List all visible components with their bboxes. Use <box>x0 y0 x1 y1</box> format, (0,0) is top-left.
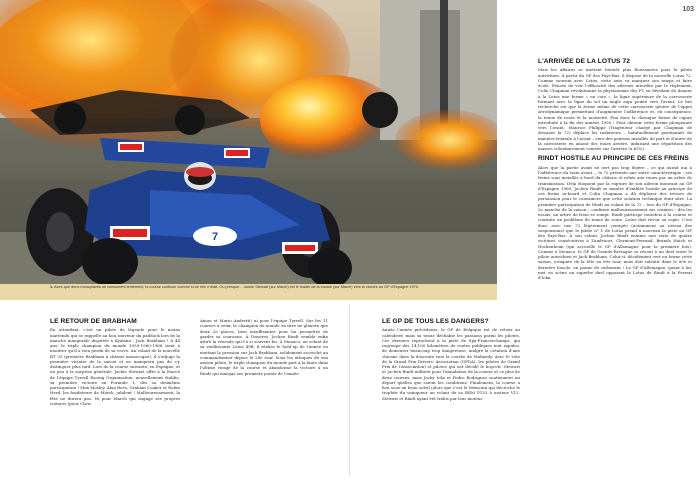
body-lotus: Mais les affaires se mettent bientôt plus florissantes pour le pilote autrichien. À partir du GP des Pays-Bas, il dispose de la nouvelle Lotus 72. Comme souvent avec Lotus, cette auto va marquer son temps et faire école. Pensée de voir l'efficacité des ailerons interdite par le règlement, Colin Chapman révolutionne la physionomie des F1 en décidant de donner à la Lotus une forme « en coin », la ligne supérieure de la carrosserie formant avec la ligne du sol un angle aigu pointé vers l'avant. Le but recherché est que la forme même de cette carrosserie génère de l'appui aérodynamique permettant d'augmenter l'adhérence et, en conséquence, la tenue de route et la motricité. Fini donc la classique forme de cigare introduite à la fin des années 1950 ! Pour obtenir cette forme plongeante vers l'avant, Maurice Philippe (l'ingénieur chargé par Chapman de dessiner la 72) déplace les radiateurs – habituellement positionnés de manière frontale à l'avant – vers des pontons installés de part et d'autre de la carrosserie en amont des roues arrière, induisant une répartition des masses volontairement centrée sur l'arrière (à 65%). <box>538 67 692 152</box>
heading-rindt: RINDT HOSTILE AU PRINCIPE DE CES FREINS <box>538 155 689 163</box>
photo-caption <box>50 285 490 290</box>
heading-gp: LE GP DE TOUS LES DANGERS? <box>382 318 489 325</box>
race-photo <box>0 0 497 298</box>
heading-brabham: LE RETOUR DE BRABHAM <box>50 318 137 325</box>
column-brabham-cont <box>200 318 328 376</box>
column-right-top <box>538 58 692 280</box>
page-number: 103 <box>682 6 694 13</box>
svg-text:7: 7 <box>211 231 219 243</box>
column-gp <box>382 318 520 401</box>
heading-lotus: L'ARRIVÉE DE LA LOTUS 72 <box>538 58 631 65</box>
body-gp: Année l'année précédente, le GP de Belgique est de retour au calendrier, mais sa tenue déchaîne les passions parmi les pilotes. Ces derniers reprochent à la piste de Spa-Francorchamps, qui regroupe des 14,100 kilomètres de routes publiques tout rapides, de demeurer beaucoup trop dangereuse, malgré la création d'une chicane dans la descente vers la courbe de Malmedy. Avec le vote de la Grand Prix Drivers' Association (GPDA), les pilotes de Grand Prix de l'Association) et pilotes qui ont décidé le boycott. Stewart et Jochen Rindt militent pour l'annulation de la course et ce plus de deux courses, mais Jacky Ickx et Pedro Rodriguez soutiennent un départ quelles que soient les conditions. Finalement, la course a lieu sous un beau soleil (alors que c'est le Mexicain qui décroche le trophée du vainqueur au volant de sa BRM P153 à moteur V12. Stewart et Rindt ayant été trahis par leur moteur. <box>382 327 520 401</box>
caption-text: Alors que deux monoplaces se consument lentement, la course continue comme si de rien n'était. Ou presque... Jackie Stewart (sur March) est le leader de la course (sur March) vers la victoire au GP d'Espagne 1970. <box>54 285 420 289</box>
body-rindt: Alors que la partie avant ne sert pas trop légère – ce qui aurait nui à l'adhérence du train avant –, la 72 présente une autre caractéristique : ses freins sont installés à bord du châssis et reliés aux roues par un arbre de transmission. Déjà éloquent par la rupture de son aileron mouvant au GP d'Espagne 1969, Jochen Rindt se montre d'emblée hostile au principe de ces freins in-board et Colin Chapman a dû déployer des trésors de persuasion pour le convaincre que cette solution technique était sûre. La première participation de Rindt au volant de la 72 – lors du GP d'Espagne, 2e manche de la saison – confirme malheureusement ses craintes : dès les essais, un arbre de frein se rompt. Rindt participe toutefois à la course et constate un problème de tenue de route. Lotus doit revoir sa copie. C'est donc avec une 72 légèrement corrigée (notamment au niveau des suspensions) que le pilote n° 1 de Lotus prend à nouveau la piste au GP des Pays-Bas. À son volant, Jochen Rindt entame une série de quatre victoires consécutives à Zandvoort, Clermont-Ferrand, Brands Hatch et Hockenheim (qui accueille le GP d'Allemagne pour la première fois). Comme à Monaco, le GP de Grande-Bretagne se résout à un duel entre le pilote autrichien et Jack Brabham. Celui-ci, décidément vert en forme cette saison, s'empare de la tête au 69e tour, mais doit ralentir dans le 80e et dernière boucle, en panne de carburant ! Le GP d'Allemagne, quant à lui, met en scène un superbe duel opposant la Lotus de Rindt à la Ferrari d'Ickx. <box>538 164 692 281</box>
body-brabham: En attendant, c'est un pilote de légende pour le moins inattendu qui se rappelle au bon souvenir du paddock lors de la manche inaugurale disputée à Kyalami : Jack Brabham ! À 44 ans, le triple champion du monde 1959-1960-1966 tient à montrer qu'il a rien perdu de sa verve. Au volant de la nouvelle BT 33 (première Brabham à châssis monocoque), il s'adjuge la première victoire de la saison et ne manquera pas de s'y distinguer plus tard. Lors de la course suivante, en Espagne, et un peu à la surprise générale, Jackie Stewart offre à la March de l'équipe Tyrrell Racing Organisation, nouvellement établie, sa première victoire en Formule 1, dès sa deuxième participation ! Max Mosley, Alan Rees, Graham Coaker et Robin Herd, les fondateurs de March, jubilent ! Malheureusement, la fête ne durera pas. Ni pour March qui engage ses propres voitures (pour Chris <box>50 327 180 406</box>
gutter-divider <box>349 305 350 475</box>
body-brabham-cont: Amon et Mario Andretti) ni pour l'équipe Tyrrell. Sur les 11 courses à venir, le champion du monde en titre ne glanera que deux 2e places, bien insuffisantes pour lui permettre de garder sa couronne. À l'inverse, Jochen Rindt semble enfin attiré la réussite qui l'a si souvent fui. À Monaco, au volant de sa vieillissante Lotus 49B, il réalise le hold-up de l'année en mettant la pression sur Jack Brabham, solidement accroché au commandement depuis le 28e tour. Sous les attaques de son ancien pilote, le triple champion du monde part à la faute dans l'ultime virage de la course et abandonne la victoire à un Rindt qui marque ses premiers points de l'année. <box>200 318 328 376</box>
column-brabham <box>50 318 180 406</box>
caption-number: 1. <box>50 285 54 289</box>
